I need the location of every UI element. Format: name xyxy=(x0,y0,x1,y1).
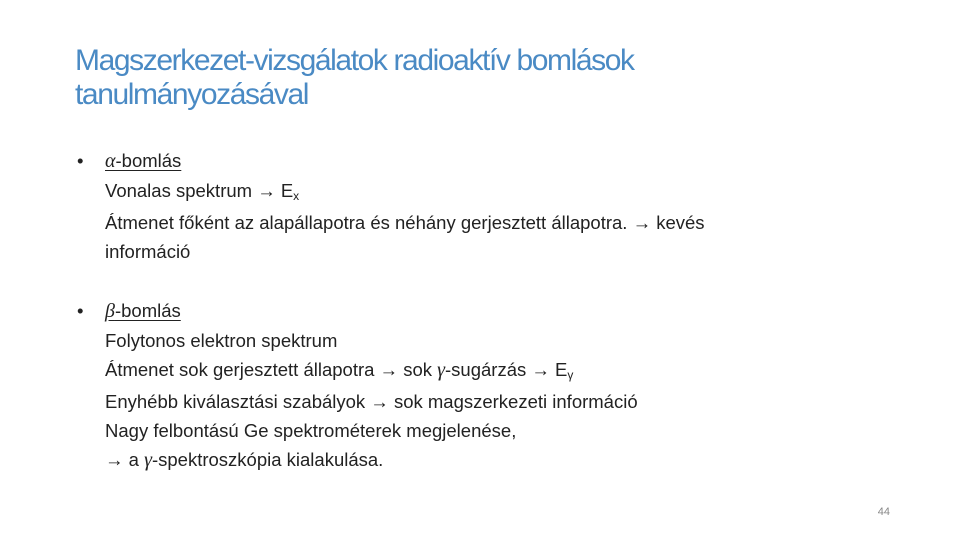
slide-title xyxy=(75,44,895,112)
subscript: γ xyxy=(567,368,574,382)
bullet-heading xyxy=(105,146,895,176)
bullet-alpha-decay xyxy=(75,146,895,266)
subscript: x xyxy=(293,189,300,203)
slide-title-line-1: Magszerkezet-vizsgálatok radioaktív bomlások xyxy=(75,44,634,77)
alpha-symbol: α xyxy=(105,150,116,172)
slide-title-line-2: tanulmányozásával xyxy=(75,78,309,111)
bullet-line: információ xyxy=(105,241,191,262)
bullet-line-text: Vonalas spektrum → E xyxy=(105,180,294,201)
bullet-line-text: -sugárzás → E xyxy=(445,359,568,380)
bullet-line-text: -spektroszkópia kialakulása. xyxy=(151,449,384,470)
bullet-heading-text: -bomlás xyxy=(115,150,182,171)
bullet-line xyxy=(105,355,895,387)
beta-symbol: β xyxy=(105,300,115,322)
bullet-line: Nagy felbontású Ge spektrométerek megjelenése, xyxy=(105,420,517,441)
slide-body xyxy=(75,146,895,475)
bullet-line xyxy=(105,176,895,208)
page-number: 44 xyxy=(877,506,890,518)
bullet-marker: • xyxy=(77,300,84,321)
bullet-beta-decay xyxy=(75,296,895,475)
gamma-symbol: γ xyxy=(437,359,446,381)
bullet-heading-text: -bomlás xyxy=(114,300,181,321)
bullet-line: Folytonos elektron spektrum xyxy=(105,330,338,351)
bullet-marker: • xyxy=(77,150,84,171)
gamma-symbol: γ xyxy=(144,449,152,471)
bullet-heading xyxy=(105,296,895,326)
bullet-line xyxy=(105,445,895,475)
bullet-line: Enyhébb kiválasztási szabályok → sok magszerkezeti információ xyxy=(105,391,638,412)
bullet-line-text: Átmenet sok gerjesztett állapotra → sok xyxy=(105,359,438,380)
bullet-line: Átmenet főként az alapállapotra és néhány gerjesztett állapotra. → kevés xyxy=(105,212,705,233)
bullet-line-text: → a xyxy=(105,449,145,470)
